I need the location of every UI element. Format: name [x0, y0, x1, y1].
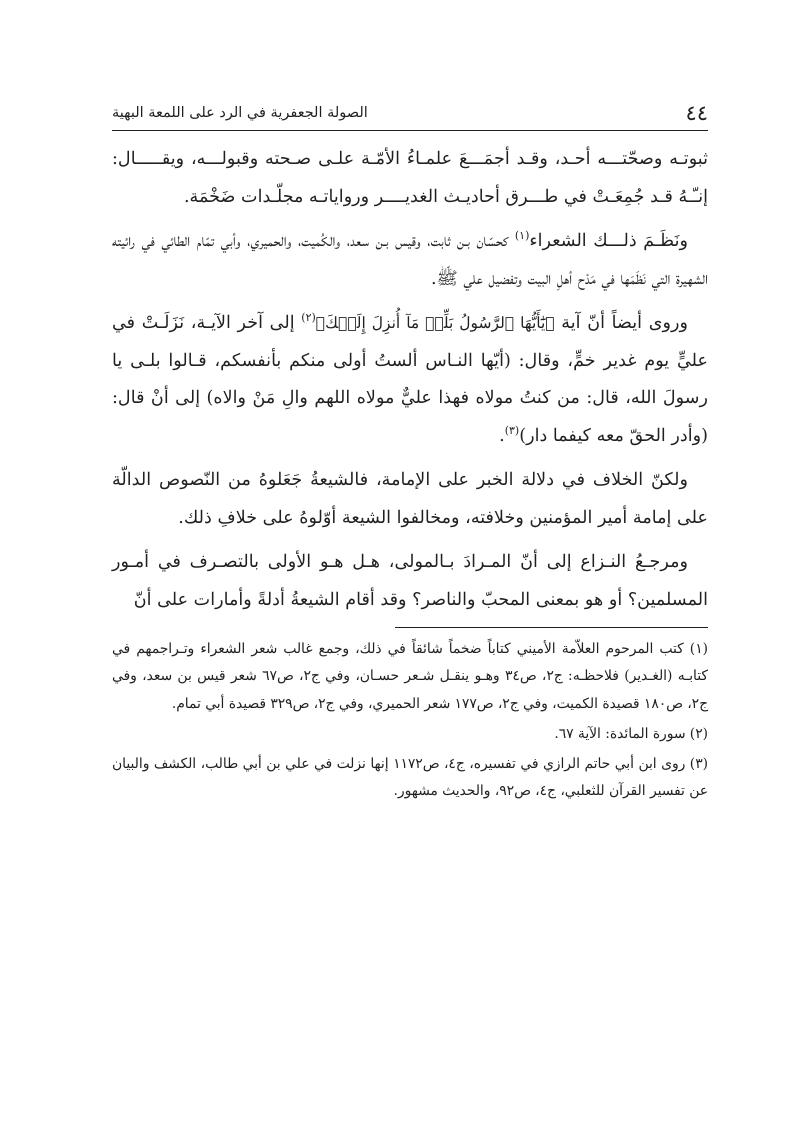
footnote-2-text: سورة المائدة: الآية ٦٧. — [554, 725, 690, 742]
footnote-ref-3[interactable]: (٣) — [504, 423, 520, 437]
footnote-3-text: روى ابن أبي حاتم الرازي في تفسيره، ج٤، ص١١٧٢ إنها نزلت في علي بن أبي طالب، الكشف والبيان عن تفسير القرآن للثعلبي، ج٤، ص٩٢، والحديث مشهور. — [112, 756, 708, 800]
quran-verse: ﴿يَٰٓأَيُّهَا ٱلرَّسُولُ بَلِّغۡ مَآ أُنزِلَ إِلَيۡكَ﴾ — [315, 314, 555, 332]
paragraph-5: ومرجـعُ النـزاع إلى أنّ المـرادَ بـالمولى، هـل هـو الأولى بالتصـرف في أمـور المسلمين؟ أو هو بمعنى المحبّ والناصر؟ وقد أقام الشيعةُ أدلةً وأمارات على أنّ — [112, 552, 708, 610]
footnote-ref-2[interactable]: (٢) — [301, 311, 316, 325]
book-title: الصولة الجعفرية في الرد على اللمعة البهية — [112, 105, 368, 121]
running-header — [112, 100, 708, 131]
paragraph-3-text-start: وروى أيضاً أنّ آية — [554, 313, 688, 333]
paragraph-2 — [112, 223, 708, 298]
footnote-ref-1[interactable]: (١) — [514, 229, 530, 243]
footnote-3 — [112, 751, 708, 806]
main-text — [112, 141, 708, 619]
page-number: ٤٤ — [685, 101, 708, 125]
footnote-3-number: (٣) — [689, 756, 708, 773]
paragraph-3 — [112, 305, 708, 455]
footnote-1 — [112, 636, 708, 718]
footnote-separator — [395, 627, 708, 628]
book-page — [112, 100, 708, 809]
paragraph-2-text-start: ونَظَـمَ ذلـــك الشعراء — [529, 231, 688, 251]
paragraph-4: ولكنّ الخلاف في دلالة الخبر على الإمامة، فالشيعةُ جَعَلوهُ من النّصوص الدالّة على إمامة أمير المؤمنين وخلافته، ومخالفوا الشيعة أوّلوهُ على خلافِ ذلك. — [112, 470, 708, 528]
paragraph-2-text-end: كحسّان بـن ثابت، وقيس بـن سعد، والكُميت، والحميري، وأبي تمّام الطائي في رائيته الشهيرة التي نَظَمَها في مَدْح أهلِ البيت وتفضيل علي ﷺ. — [112, 231, 708, 289]
paragraph-1: ثبوتـه وصحّتـــه أحـد، وقـد أجمَـــعَ علمـاءُ الأمّـة علـى صـحته وقبولـــه، ويقـــــال: إنـّـهُ قـد جُمِعَـتْ في طـــرق أحاديـث الغديــــر ورواياتـه مجلّـدات ضَخْمَة. — [112, 149, 708, 207]
paragraph-3-text-end: . — [499, 425, 505, 446]
footnote-2 — [112, 721, 708, 748]
footnote-2-number: (٢) — [689, 725, 708, 742]
paragraph-3-text-middle: إلى آخر الآيـة، نَزَلَـتْ في عليٍّ يوم غدير خمٍّ، وقال: (أيّها النـاس ألستُ أولى منكم بأنفسكم، قـالوا بلـى يا رسولَ الله، قال: من كنتُ مولاه فهذا عليٌّ مولاه اللهم والِ مَنْ والاه) إلى أنْ قال: (وأدر الحقّ معه كيفما دار) — [112, 313, 708, 446]
footnote-1-number: (١) — [689, 641, 708, 657]
footnotes — [112, 636, 708, 806]
footnote-1-text: كتب المرحوم العلاّمة الأميني كتاباً ضخماً شائقاً في ذلك، وجمع غالب شعر الشعراء وتـراجمهم في كتابـه (الغـدير) فلاحظـه: ج٢، ص٣٤ وهـو ينقـل شـعر حسـان، وفي ج٢، ص٦٧ شعر قيس بن سعد، وفي ج٢، ص١٨٠ قصيدة الكميت، وفي ج٢، ص١٧٧ شعر الحميري، وفي ج٢، ص٣٢٩ قصيدة أبي تمام. — [112, 641, 708, 712]
